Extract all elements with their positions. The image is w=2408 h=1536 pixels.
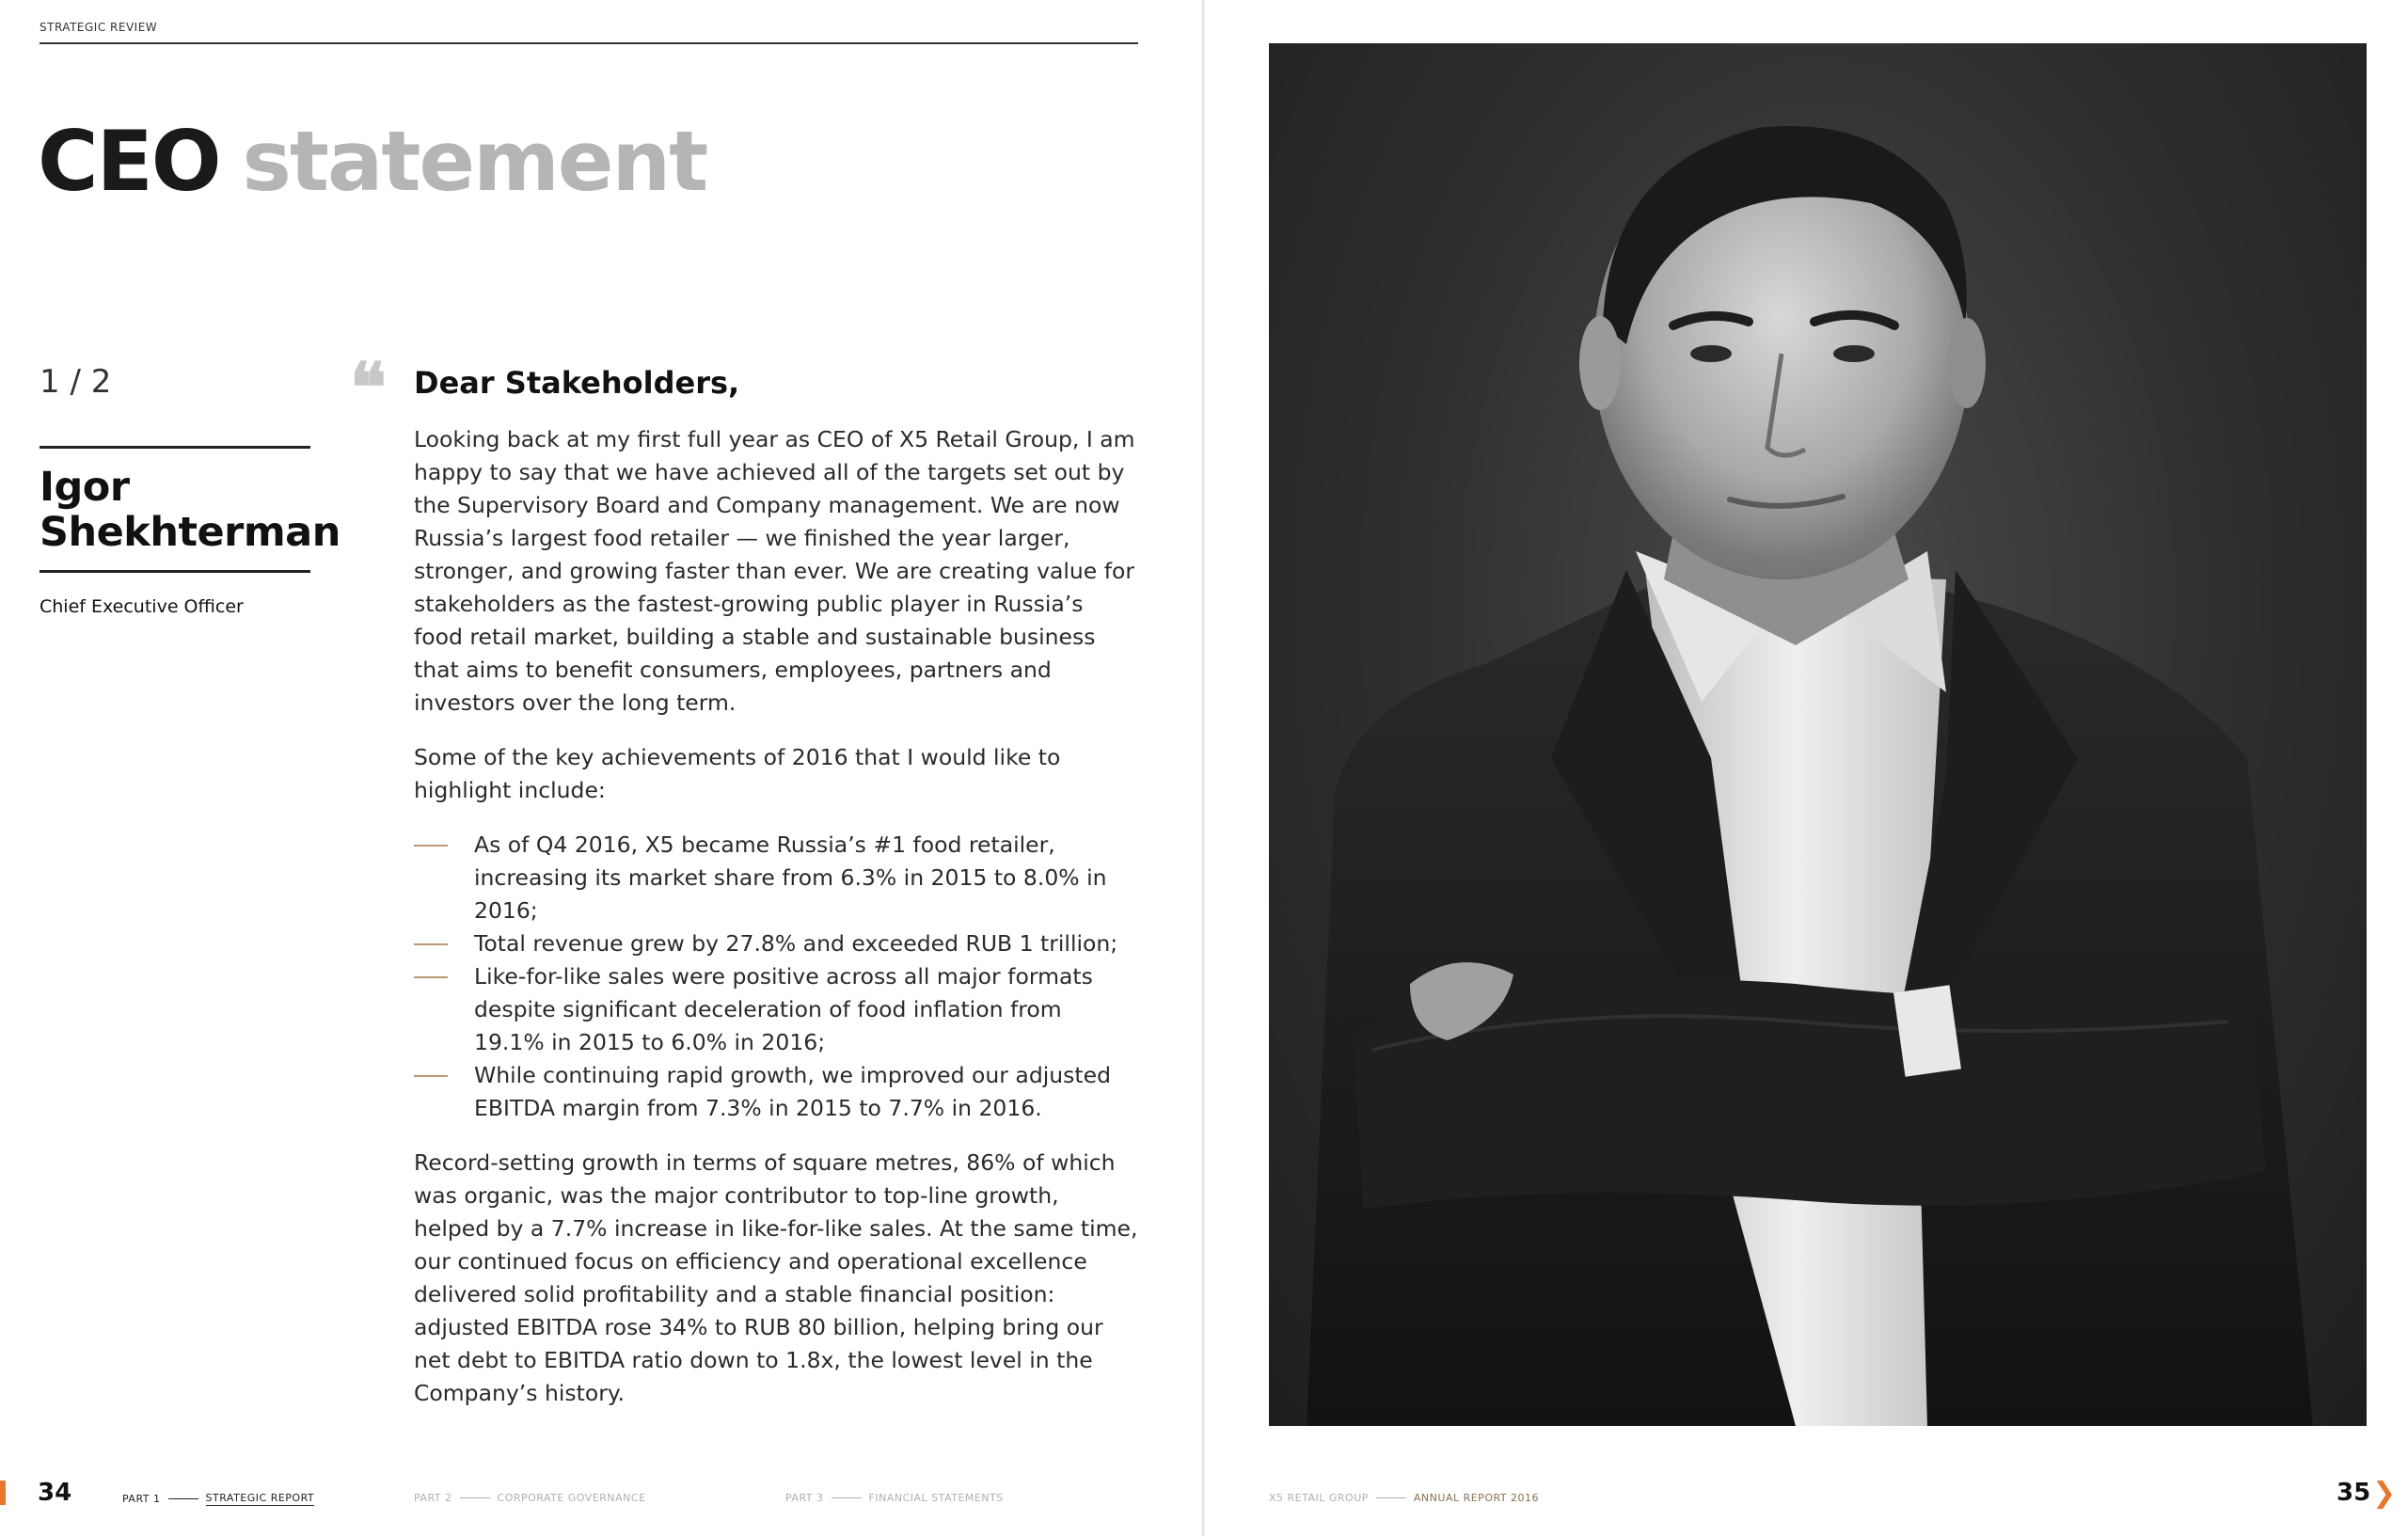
company-name: X5 RETAIL GROUP <box>1269 1492 1369 1504</box>
part1-label: PART 1 <box>122 1493 161 1505</box>
part1-title: STRATEGIC REPORT <box>205 1492 315 1504</box>
list-item-text: As of Q4 2016, X5 became Russia’s #1 food retailer, increasing its market share from 6.3% in 2015 to 8.0% in 2016; <box>474 831 1107 924</box>
letter-greeting: Dear Stakeholders, <box>414 365 740 401</box>
part2-label: PART 2 <box>414 1492 452 1504</box>
name-rule-bottom <box>40 570 310 573</box>
list-item <box>414 829 1138 927</box>
section-label: STRATEGIC REVIEW <box>40 21 158 34</box>
ceo-last-name: Shekhterman <box>40 509 341 556</box>
letter-paragraph-1: Looking back at my first full year as CEO of X5 Retail Group, I am happy to say that we have achieved all of the targets set out by the Supervisory Board and Company management. We are now Russia’s largest food retailer — we finished the year larger, stronger, and growing faster than ever. We are creating value for stakeholders as the fastest-growing public player in Russia’s food retail market, building a stable and sustainable business that aims to benefit consumers, employees, partners and investors over the long term. <box>414 426 1135 716</box>
page-number-left: 34 <box>38 1479 72 1507</box>
chevron-right-icon[interactable]: ❯ <box>2372 1477 2397 1510</box>
portrait-illustration <box>1269 43 2367 1426</box>
page-gutter <box>1202 0 1205 1536</box>
part2-title: CORPORATE GOVERNANCE <box>497 1492 646 1504</box>
dash-icon <box>414 943 448 945</box>
header-rule <box>40 42 1138 44</box>
footer-rule <box>460 1497 490 1498</box>
dash-icon <box>414 845 448 847</box>
page-accent-bar <box>0 1481 6 1505</box>
dash-icon <box>414 976 448 978</box>
list-item-text: Total revenue grew by 27.8% and exceeded RUB 1 trillion; <box>474 930 1118 957</box>
footer-publication <box>1269 1492 1539 1504</box>
dash-icon <box>414 1075 448 1077</box>
footer-nav-part3[interactable] <box>785 1492 1004 1504</box>
page-title <box>38 113 707 210</box>
letter-paragraph-3: Record-setting growth in terms of square metres, 86% of which was organic, was the major contributor to top-line growth, helped by a 7.7% increase in like-for-like sales. At the same time, our continued focus on efficiency and operational excellence delivered solid profitability and a stable financial position: adjusted EBITDA rose 34% to RUB 80 billion, helping bring our net debt to EBITDA ratio down to 1.8x, the lowest level in the Company’s history. <box>414 1149 1138 1406</box>
ceo-name <box>40 465 341 555</box>
quote-mark-icon: ❝ <box>350 347 387 427</box>
footer-rule <box>832 1497 862 1498</box>
ceo-portrait-photo <box>1269 43 2367 1426</box>
letter-paragraph-2: Some of the key achievements of 2016 that I would like to highlight include: <box>414 744 1061 803</box>
ceo-role: Chief Executive Officer <box>40 596 244 617</box>
achievements-list <box>414 829 1138 1125</box>
page-counter: 1 / 2 <box>40 363 112 401</box>
name-rule-top <box>40 446 310 449</box>
footer-rule <box>168 1498 198 1499</box>
ceo-first-name: Igor <box>40 464 130 511</box>
list-item <box>414 1059 1138 1125</box>
list-item <box>414 960 1138 1059</box>
footer-nav-part1[interactable] <box>122 1492 314 1506</box>
part3-title: FINANCIAL STATEMENTS <box>868 1492 1004 1504</box>
footer-nav-part2[interactable] <box>414 1492 646 1504</box>
part3-label: PART 3 <box>785 1492 824 1504</box>
title-word-ceo: CEO <box>38 113 220 210</box>
title-word-statement: statement <box>242 113 707 210</box>
footer-rule <box>1376 1497 1406 1498</box>
report-name: ANNUAL REPORT 2016 <box>1413 1492 1540 1504</box>
list-item <box>414 927 1138 960</box>
list-item-text: While continuing rapid growth, we improved our adjusted EBITDA margin from 7.3% in 2015 to 7.7% in 2016. <box>474 1062 1111 1121</box>
page-number-right: 35 <box>2337 1479 2371 1507</box>
list-item-text: Like-for-like sales were positive across all major formats despite significant deceleration of food inflation from 19.1% in 2015 to 6.0% in 2016; <box>474 963 1093 1055</box>
letter-body <box>414 423 1138 1432</box>
